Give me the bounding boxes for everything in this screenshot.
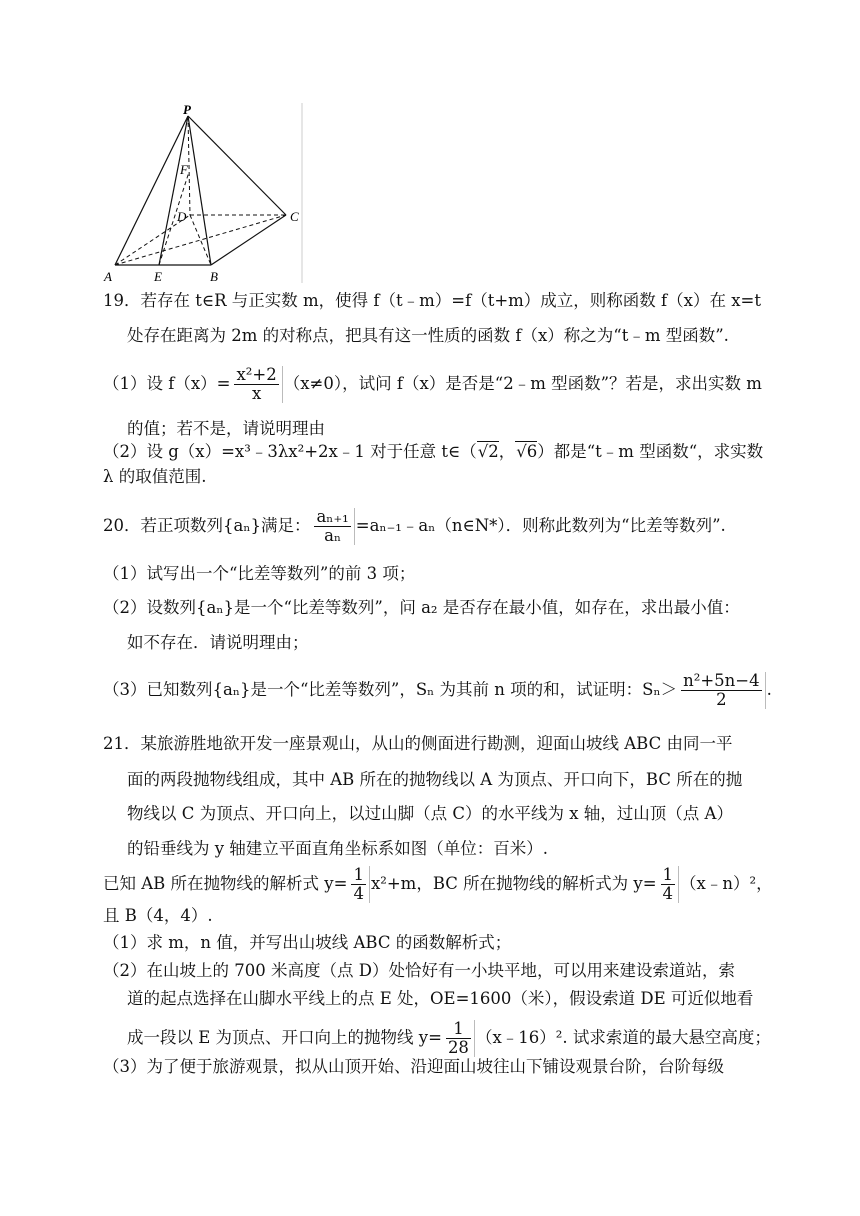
label-C: C [290, 209, 299, 224]
q20-p3-fraction [678, 672, 766, 709]
q21-line2: 面的两段抛物线组成，其中 AB 所在的抛物线以 A 为顶点、开口向下，BC 所在的抛 [127, 770, 743, 789]
q20-part2-line2: 如不存在．请说明理由； [127, 633, 309, 652]
q19-line1: 19．若存在 t∈R 与正实数 m，使得 f（t﹣m）=f（t+m）成立，则称函数 f（x）在 x=t [103, 291, 761, 310]
q19-p2-post: ）都是“t﹣m 型函数“，求实数 [537, 442, 764, 461]
label-D: D [177, 209, 187, 224]
q21-part2-line3 [127, 1014, 771, 1062]
q20-p3-post: . [766, 680, 772, 699]
q19-p1-line2: 的值；若不是，请说明理由 [127, 419, 325, 438]
q19-part2 [103, 441, 763, 463]
q20-frac-num: aₙ₊₁ [316, 507, 349, 526]
q20-fraction [311, 508, 354, 545]
q21-given-frac1-num: 1 [353, 865, 364, 884]
q21-given-frac1-den: 4 [353, 884, 364, 903]
q21-line1: 21．某旅游胜地欲开发一座景观山，从山的侧面进行勘测，迎面山坡线 ABC 由同一平 [103, 734, 733, 753]
q19-p1-post: （x≠0），试问 f（x）是否是“2﹣m 型函数”？若是，求出实数 m [283, 374, 762, 393]
q21-line4: 的铅垂线为 y 轴建立平面直角坐标系如图（单位：百米）. [127, 839, 549, 858]
q20-p3-num: n²+5n−4 [683, 671, 760, 690]
q20-stem [103, 502, 726, 550]
q21-p2-line3-pre: 成一段以 E 为顶点、开口向上的抛物线 y= [127, 1028, 442, 1047]
q21-part2-line2: 道的起点选择在山脚水平线上的点 E 处，OE=1600（米），假设索道 DE 可近似地看 [127, 989, 754, 1008]
label-P: P [183, 102, 191, 117]
label-F: F [180, 162, 188, 177]
q19-p1-fraction [231, 366, 282, 403]
q21-p2-line3-post: （x﹣16）². 试求索道的最大悬空高度； [475, 1028, 771, 1047]
q21-p2-fraction [443, 1020, 475, 1057]
q19-p2-comma: ， [498, 442, 516, 461]
q20-frac-den: aₙ [324, 526, 342, 545]
q19-p1-den: x [251, 384, 262, 403]
label-E: E [154, 269, 162, 284]
q19-p2-pre: （2）设 g（x）=x³﹣3λx²+2x﹣1 对于任意 t∈（ [103, 442, 477, 461]
q21-p2-num: 1 [446, 1020, 471, 1039]
q21-given-line2: 且 B（4，4）. [103, 906, 213, 925]
q20-part2-line1: （2）设数列{aₙ}是一个“比差等数列”，问 a₂ 是否存在最小值，如存在，求出最小值： [103, 598, 740, 617]
q21-given [103, 860, 773, 908]
q21-line3: 物线以 C 为顶点、开口向上，以过山脚（点 C）的水平线为 x 轴，过山顶（点 A） [127, 804, 733, 823]
q19-line2: 处存在距离为 2m 的对称点，把具有这一性质的函数 f（x）称之为“t﹣m 型函数”. [127, 326, 729, 345]
q21-given-frac2-num: 1 [662, 865, 674, 884]
label-B: B [210, 269, 218, 284]
q20-part3 [103, 666, 772, 714]
q19-sqrt2: √2 [477, 442, 499, 461]
q21-part2-line1: （2）在山坡上的 700 米高度（点 D）处恰好有一小块平地，可以用来建设索道站，索 [103, 961, 735, 980]
q21-part1: （1）求 m，n 值，并写出山坡线 ABC 的函数解析式； [103, 933, 512, 952]
label-A: A [104, 269, 112, 284]
q20-part1: （1）试写出一个“比差等数列”的前 3 项； [103, 564, 416, 583]
q20-pre: 20．若正项数列{aₙ}满足： [103, 516, 311, 535]
q21-given-frac2-den: 4 [662, 884, 674, 903]
q19-sqrt6: √6 [516, 442, 538, 461]
q20-p3-pre: （3）已知数列{aₙ}是一个“比差等数列”，Sₙ 为其前 n 项的和，试证明：Sₙ＞ [103, 680, 678, 699]
q21-given-frac1 [348, 866, 370, 903]
q21-part3-line1: （3）为了便于旅游观景，拟从山顶开始、沿迎面山坡往山下铺设观景台阶，台阶每级 [103, 1057, 724, 1076]
q19-part1 [103, 360, 762, 408]
q21-given-a: 已知 AB 所在抛物线的解析式 y= [103, 874, 348, 893]
q21-given-b: x²+m，BC 所在抛物线的解析式为 y= [370, 874, 657, 893]
q21-given-c: （x﹣n）²， [680, 874, 773, 893]
pyramid-diagram [100, 100, 310, 285]
pyramid-figure [100, 100, 310, 289]
q20-p3-den: 2 [716, 690, 727, 709]
q21-given-frac2 [658, 866, 680, 903]
q21-p2-den: 28 [447, 1038, 469, 1057]
q20-post: =aₙ₋₁﹣aₙ（n∈N*）．则称此数列为“比差等数列”. [355, 516, 726, 535]
q19-p2-line2: λ 的取值范围. [103, 467, 207, 486]
q19-p1-num: x²+2 [236, 365, 277, 384]
q19-p1-pre: （1）设 f（x）= [103, 374, 231, 393]
